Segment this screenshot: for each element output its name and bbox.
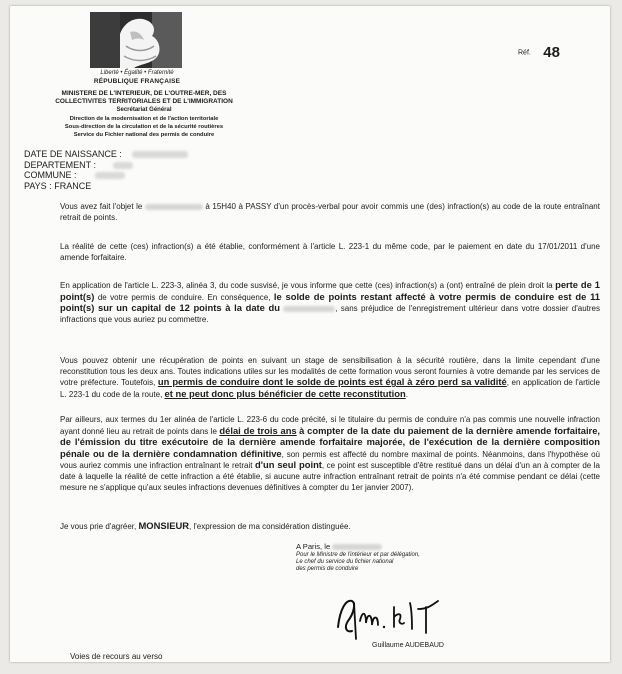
republic-name: RÉPUBLIQUE FRANÇAISE <box>93 78 181 85</box>
redacted-signing-date <box>332 544 382 550</box>
delegation-line: Pour le Ministre de l'intérieur et par délégation, <box>296 551 420 558</box>
department-row <box>24 160 188 171</box>
recipient-block <box>24 149 188 191</box>
ministry-direction: Direction de la modernisation et de l'action territoriale <box>69 115 219 122</box>
commune-row <box>24 170 188 181</box>
ministry-block <box>10 90 278 139</box>
redacted-balance-date <box>283 306 335 312</box>
republic-motto: Liberté • Égalité • Fraternité <box>100 70 174 76</box>
reference-number: 48 <box>543 44 560 62</box>
ministry-subdirection: Sous-direction de la circulation et de la sécurité routières <box>64 123 224 130</box>
validity-warning: un permis de conduire dont le solde de points est égal à zéro perd sa validité <box>157 376 507 388</box>
paragraph-recovery: Vous pouvez obtenir une récupération de points en suivant un stage de sensibilisation à la sécurité routière, dans la limite cependant d'une reconstitution tous les deux ans. Toutes indications utiles sur les modalités de cette formation vous seront fournies à votre demande par les services de votre préfecture. Toutefois, un permis de conduire dont le solde de points est égal à zéro perd sa validité, en application de l'article L. 223-1 du code de la route, et ne peut donc plus bénéficier de cette reconstitution. <box>60 356 600 399</box>
reconstitution-warning: et ne peut donc plus bénéficier de cette reconstitution <box>164 387 406 399</box>
paragraph-establishment: La réalité de cette (ces) infraction(s) a été établie, conformément à l'article L. 223-1 du même code, par le paiement en date du 17/01/2011 d'une amende forfaitaire. <box>60 242 600 262</box>
paragraph-point-loss: En application de l'article L. 223-3, alinéa 3, du code susvisé, je vous informe que cette (ces) infraction(s) a (ont) entraîné de plein droit la perte de 1 point(s) de votre permis de conduire. En conséquence, le solde de points restant affecté à votre permis de conduire est de 11 point(s) sur un capital de 12 points à la date du , sans préjudice de l'enregistrement ultérieur dans votre dossier d'autres infractions que vous auriez pu commettre. <box>60 279 601 324</box>
redacted-birth-date <box>132 151 188 158</box>
country-row <box>24 181 188 192</box>
ministry-name-line-2: COLLECTIVITES TERRITORIALES ET DE L'IMMIGRATION <box>55 98 233 106</box>
ministry-name-line-1: MINISTERE DE L'INTERIEUR, DE L'OUTRE-MER, DES <box>61 90 227 97</box>
recourse-note: Voies de recours au verso <box>70 652 163 661</box>
ministry-service: Service du Fichier national des permis de conduire <box>73 132 215 139</box>
handwritten-signature <box>332 591 452 643</box>
service-chief-line: Le chef du service du fichier national <box>296 559 394 565</box>
ministry-secretariat: Secrétariat Général <box>116 107 172 114</box>
country-value: FRANCE <box>54 180 92 191</box>
redacted-department <box>113 162 133 169</box>
single-point: d'un seul point <box>255 459 322 471</box>
signer-name: Guillaume AUDEBAUD <box>372 642 444 649</box>
reference-label: Réf. <box>518 49 531 57</box>
points-balance: le solde de points restant affecté à votre permis de conduire est de 11 point(s) sur un capital de 12 points à la date du <box>60 290 601 314</box>
closing-formula: Je vous prie d'agréer, MONSIEUR, l'expression de ma considération distinguée. <box>60 520 351 531</box>
letter-page <box>10 6 610 662</box>
paragraph-infraction: Vous avez fait l'objet le à 15H40 à PASSY d'un procès-verbal pour avoir commis une (des) infraction(s) au code de la route entraînant retrait de points. <box>60 202 600 222</box>
reference <box>518 44 560 62</box>
birth-date-row <box>24 149 188 160</box>
department-label: DEPARTEMENT : <box>24 159 97 170</box>
redacted-commune <box>95 172 125 179</box>
birth-date-label: DATE DE NAISSANCE : <box>24 149 122 159</box>
commune-label: COMMUNE : <box>24 170 77 181</box>
redacted-date <box>145 204 203 210</box>
marianne-logo <box>90 12 182 68</box>
three-year-delay: délai de trois ans <box>219 424 297 436</box>
signing-place: A Paris, le <box>296 542 331 551</box>
paragraph-restitution: Par ailleurs, aux termes du 1er alinéa de l'article L. 223-6 du code précité, si le titulaire du permis de conduire n'a pas commis une nouvelle infraction ayant donné lieu au retrait de points dans le délai de trois ans à compter de la date du paiement de la dernière amende forfaitaire, de l'émission du titre exécutoire de la dernière amende forfaitaire majorée, de l'exécution de la dernière composition pénale ou de la dernière condamnation définitive, son permis est affecté du nombre maximal de points. Néanmoins, dans l'hypothèse où vous auriez commis une infraction entraînant le retrait d'un seul point, ce point est susceptible d'être restitué dans un délai d'un an à compter de la date à laquelle la réalité de cette infraction a été établie, si aucune autre infraction entraînant retrait de points n'a été commise pendant ce délai (cette mesure ne s'applique qu'aux seules infractions devenues définitives à compter du 1er janvier 2007). <box>60 415 601 492</box>
points-lost: perte de 1 point(s) <box>60 279 600 302</box>
signing-block <box>296 543 420 574</box>
service-name-line: des permis de conduire <box>296 566 359 573</box>
salutation-title: MONSIEUR <box>138 520 190 531</box>
country-label: PAYS : <box>24 180 52 191</box>
